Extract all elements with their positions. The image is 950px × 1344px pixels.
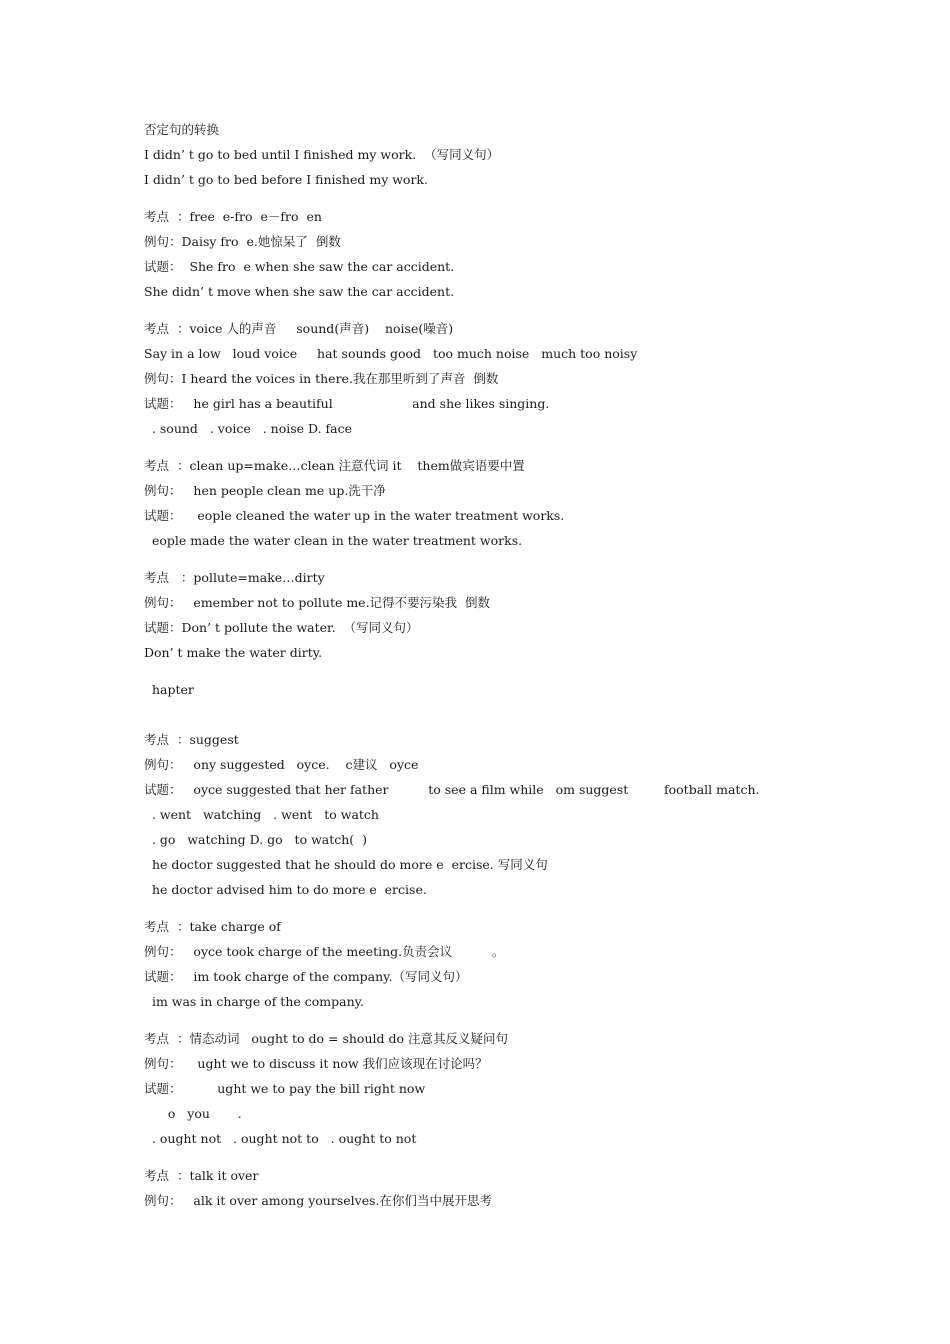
exercise-line: 试题：Don’ t pollute the water. （写同义句） [144,620,419,635]
section-title: 否定句的转换 [144,122,220,137]
text-line: Say in a low loud voice hat sounds good too much noise much too noisy [144,346,638,361]
key-point-line: 考点 ：情态动词 ought to do = should do 注意其反义疑问句 [144,1031,508,1046]
exercise-line: 试题： im took charge of the company.（写同义句） [144,969,468,984]
key-point-line: 考点 ：free e-fro e－fro en [144,209,322,224]
options-line: . ought not . ought not to . ought to not [144,1131,417,1146]
text-line: o you . [144,1106,242,1121]
text-line: eople made the water clean in the water treatment works. [144,533,523,548]
example-line: 例句： hen people clean me up.洗干净 [144,483,386,498]
text-line: he doctor advised him to do more e ercise. [144,882,427,897]
text-line: She didn’ t move when she saw the car accident. [144,284,455,299]
options-line: . go watching D. go to watch( ) [144,832,368,847]
example-line: 例句： alk it over among yourselves.在你们当中展开思考 [144,1193,492,1208]
text-line: I didn’ t go to bed before I finished my work. [144,172,428,187]
exercise-line: 试题： ught we to pay the bill right now [144,1081,426,1096]
chapter-heading: hapter [144,682,194,697]
example-line: 例句：Daisy fro e.她惊呆了 倒数 [144,234,341,249]
options-line: . sound . voice . noise D. face [144,421,353,436]
key-point-line: 考点 ：pollute=make…dirty [144,570,325,585]
example-line: 例句： oyce took charge of the meeting.负责会议 。 [144,944,505,959]
key-point-line: 考点 ：take charge of [144,919,281,934]
key-point-line: 考点 ：voice 人的声音 sound(声音) noise(噪音) [144,321,454,336]
text-line: he doctor suggested that he should do more e ercise. 写同义句 [144,857,548,872]
options-line: . went watching . went to watch [144,807,379,822]
example-line: 例句：I heard the voices in there.我在那里听到了声音 倒数 [144,371,499,386]
exercise-line: 试题： oyce suggested that her father to see a film while om suggest football match. [144,782,760,797]
example-line: 例句： ony suggested oyce. c建议 oyce [144,757,419,772]
text-line: im was in charge of the company. [144,994,365,1009]
exercise-line: 试题： eople cleaned the water up in the water treatment works. [144,508,565,523]
example-line: 例句： ught we to discuss it now 我们应该现在讨论吗？ [144,1056,488,1071]
key-point-line: 考点 ：clean up=make…clean 注意代词 it them做宾语要中置 [144,458,525,473]
text-line: I didn’ t go to bed until I finished my work. （写同义句） [144,147,500,162]
text-line: Don’ t make the water dirty. [144,645,323,660]
exercise-line: 试题： he girl has a beautiful and she likes singing. [144,396,550,411]
example-line: 例句： emember not to pollute me.记得不要污染我 倒数 [144,595,491,610]
key-point-line: 考点 ：talk it over [144,1168,259,1183]
key-point-line: 考点 ：suggest [144,732,239,747]
exercise-line: 试题： She fro e when she saw the car accident. [144,259,455,274]
